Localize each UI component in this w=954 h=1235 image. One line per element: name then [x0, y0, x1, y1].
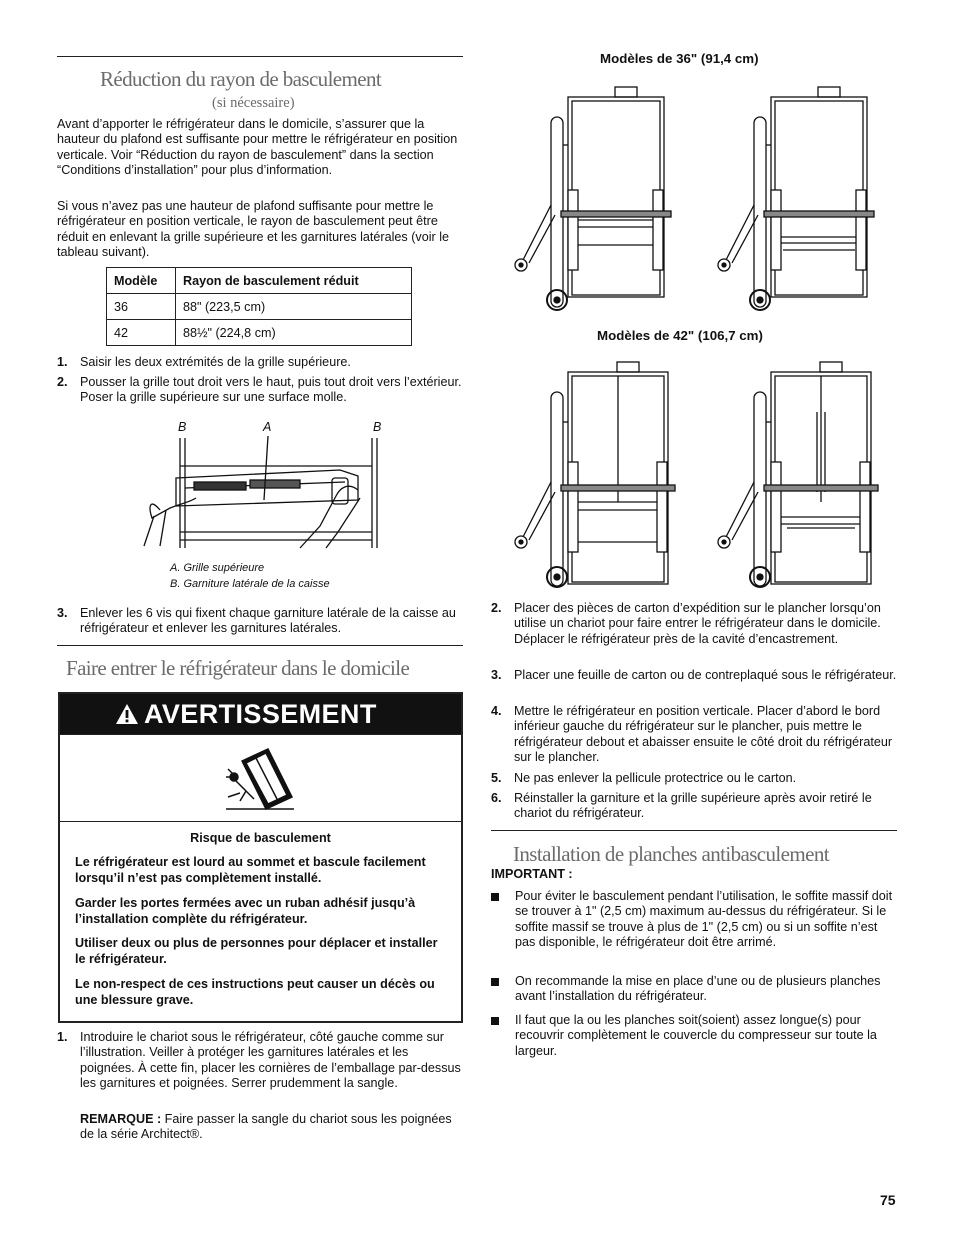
figure-label-a: A [263, 420, 272, 434]
figure-title-36: Modèles de 36" (91,4 cm) [600, 51, 759, 66]
step-3-plywood [491, 668, 897, 700]
table-cell: 42 [107, 320, 176, 346]
step-text: Placer une feuille de carton ou de contreplaqué sous le réfrigérateur. [514, 668, 897, 682]
step-number: 6. [491, 791, 502, 805]
step-4-upright [491, 704, 897, 766]
important-label: IMPORTANT : [491, 867, 573, 881]
warning-line: Garder les portes fermées avec un ruban adhésif jusqu’à l’installation complète du réfrigérateur. [75, 896, 416, 926]
step-number: 2. [57, 375, 68, 389]
section-rule [57, 645, 463, 646]
step-text: Ne pas enlever la pellicule protectrice ou le carton. [514, 771, 797, 785]
step-2-grille [57, 375, 463, 407]
table-header-model: Modèle [107, 268, 176, 294]
grille-removal-illustration [140, 436, 385, 550]
step-text: Placer des pièces de carton d’expédition sur le plancher lorsqu’on utilise un chariot pour faire entrer le réfrigérateur dans le domicile. Déplacer le réfrigérateur près de la cavité d’encastrement. [514, 601, 881, 646]
bullet-square-icon [491, 978, 499, 986]
bullet-item [491, 889, 897, 969]
tilt-radius-table [106, 267, 412, 346]
table-header-radius: Rayon de basculement réduit [176, 268, 412, 294]
section-heading-reduction: Réduction du rayon de basculement [100, 67, 382, 91]
warning-line: Utiliser deux ou plus de personnes pour déplacer et installer le réfrigérateur. [75, 936, 438, 966]
note-text: Faire passer la sangle du chariot sous les poignées de la série Architect®. [80, 1112, 452, 1142]
warning-risk-title: Risque de basculement [190, 831, 331, 845]
intro-paragraph-1: Avant d’apporter le réfrigérateur dans le domicile, s’assurer que la hauteur du plafond est suffisante pour mettre le réfrigérateur en position verticale. Voir “Réduction du rayon de basculement” dans la section “Conditions d’installation” pour plus d’information. [57, 117, 458, 177]
figure-label-b-right: B [373, 420, 382, 434]
section-subheading: (si nécessaire) [212, 95, 295, 111]
step-number: 3. [491, 668, 502, 682]
warning-line: Le non-respect de ces instructions peut causer un décès ou une blessure grave. [75, 977, 435, 1007]
top-rule [57, 56, 463, 57]
step-number: 2. [491, 601, 502, 615]
warning-pictogram-row [60, 734, 461, 822]
step-text: Saisir les deux extrémités de la grille supérieure. [80, 355, 351, 369]
table-cell: 88½" (224,8 cm) [176, 320, 412, 346]
section-rule [491, 830, 897, 831]
section-heading-bring-in: Faire entrer le réfrigérateur dans le domicile [66, 656, 410, 680]
step-text: Mettre le réfrigérateur en position verticale. Placer d’abord le bord inférieur gauche du réfrigérateur sur le plancher, puis mettre le réfrigérateur debout et abaisser ensuite le côté droit du réfrigérateur sur le plancher. [514, 704, 893, 764]
step-5-film [491, 771, 897, 787]
warning-header [60, 694, 461, 734]
bullet-square-icon [491, 1017, 499, 1025]
section-heading-anti-tip: Installation de planches antibasculement [513, 842, 829, 866]
bullet-text: Pour éviter le basculement pendant l’utilisation, le soffite massif doit se trouver à 1" (2,5 cm) maximum au-dessus du réfrigérateur. Si le soffite massif se trouve à plus de 1" (2,5 cm) ou si un soffite n’est pas disponible, le réfrigérateur doit être arrimé. [515, 889, 893, 949]
bullet-text: Il faut que la ou les planches soit(soient) assez longue(s) pour recouvrir complètement le couvercle du compresseur sur toute la largeur. [515, 1013, 877, 1058]
step-text: Réinstaller la garniture et la grille supérieure après avoir retiré le chariot du réfrigérateur. [514, 791, 872, 821]
step-number: 1. [57, 355, 68, 369]
note-label: REMARQUE : [80, 1112, 162, 1126]
table-cell: 88" (223,5 cm) [176, 294, 412, 320]
figure-caption-a: A. Grille supérieure [170, 562, 265, 574]
intro-paragraph-2: Si vous n’avez pas une hauteur de plafond suffisante pour mettre le réfrigérateur en position verticale, le rayon de basculement peut être réduit en enlevant la grille supérieure et les garnitures latérales (voir le tableau suivant). [57, 199, 450, 259]
step-text: Introduire le chariot sous le réfrigérateur, côté gauche comme sur l’illustration. Veiller à protéger les garnitures latérales et les poignées. À cette fin, placer les cornières de l’emballage par-dessus les garnitures et poignées. Serrer prudemment la sangle. [80, 1030, 461, 1090]
warning-line: Le réfrigérateur est lourd au sommet et bascule facilement lorsqu’il n’est pas complètement installé. [75, 855, 426, 885]
bullet-square-icon [491, 893, 499, 901]
table-cell: 36 [107, 294, 176, 320]
step-3-trim [57, 606, 463, 638]
note-architect [80, 1112, 463, 1143]
step-number: 5. [491, 771, 502, 785]
warning-triangle-icon [115, 703, 139, 725]
figure-title-42: Modèles de 42" (106,7 cm) [597, 328, 763, 343]
step-text: Enlever les 6 vis qui fixent chaque garniture latérale de la caisse au réfrigérateur et enlever les garnitures latérales. [80, 606, 456, 636]
figure-label-b-left: B [178, 420, 187, 434]
refrigerator-dolly-illustration-42 [505, 352, 885, 592]
step-6-reinstall [491, 791, 897, 823]
step-2-cardboard [491, 601, 897, 663]
warning-box [58, 692, 463, 1023]
figure-caption-b: B. Garniture latérale de la caisse [170, 578, 330, 590]
step-text: Pousser la grille tout droit vers le haut, puis tout droit vers l’extérieur. Poser la grille supérieure sur une surface molle. [80, 375, 462, 405]
warning-text-area [60, 821, 461, 1022]
step-number: 4. [491, 704, 502, 718]
bullet-item [491, 974, 897, 1006]
refrigerator-dolly-illustration-36 [505, 75, 885, 315]
bullet-item [491, 1013, 897, 1061]
step-1-grille [57, 355, 463, 371]
bullet-text: On recommande la mise en place d’une ou de plusieurs planches avant l’installation du réfrigérateur. [515, 974, 881, 1004]
step-number: 3. [57, 606, 68, 620]
step-1-dolly [57, 1030, 463, 1110]
tipping-hazard-icon [224, 747, 296, 811]
warning-title: AVERTISSEMENT [144, 699, 377, 729]
step-number: 1. [57, 1030, 68, 1044]
page-number: 75 [880, 1192, 896, 1208]
